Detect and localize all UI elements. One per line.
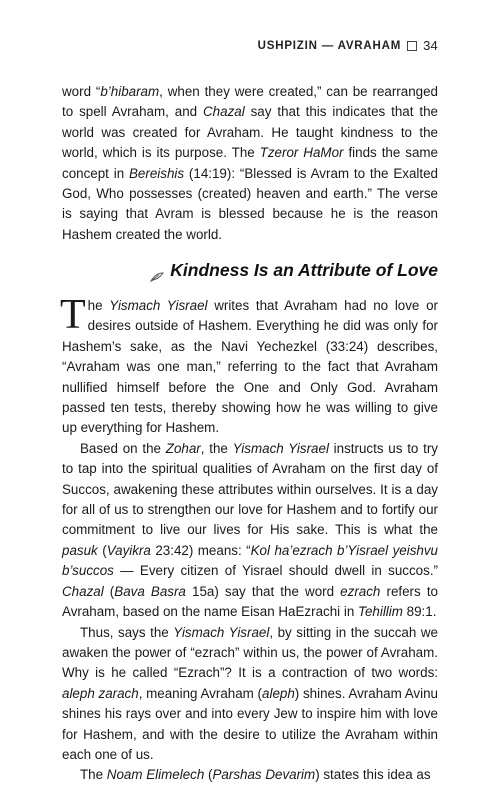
paragraph-4: [62, 623, 438, 766]
text-run: Yismach Yisrael: [109, 298, 208, 313]
text-run: 15a) say that the word: [185, 583, 341, 599]
text-run: pasuk: [62, 542, 98, 558]
text-run: Vayikra: [106, 542, 151, 558]
text-run: Parshas Devarim: [212, 767, 316, 783]
text-run: (14:19): “Blessed is Avram to the Exalted God, Who possesses (created) heaven and earth.” The verse is saying that Avram is blessed because he is the reason Hashem created the world.: [62, 165, 438, 242]
text-run: Yismach Yisrael: [232, 440, 329, 456]
text-run: 23:42) means: “: [150, 542, 251, 558]
paragraph-2: [60, 292, 438, 439]
text-run: Based on the: [80, 440, 166, 456]
box-icon: [407, 41, 417, 51]
text-run: , by sitting in the succah we awaken the power of “ezrach” within us, the power of Avraham. Why is he called “Ezrach”? It is a contraction of two words:: [62, 624, 438, 681]
text-run: writes that Avraham had no love or desires outside of Hashem. Everything he did was only for Hashem’s sake, as the Navi Yechezkel (33:24) describes, “Avraham was one man,” referring to the fact that Avraham nullified himself before the One and Only God. Avraham passed ten tests, thereby showing how he was willing to give up everything for Hashem.: [62, 298, 438, 436]
text-run: he: [87, 298, 110, 313]
text-run: (: [204, 767, 213, 783]
paragraph-3: [62, 439, 438, 623]
text-run: instructs us to try to tap into the spiritual qualities of Avraham on the first day of Succos, awakening these attributes within ourselves. It is a day for all of us to strengthen our love for Hashem and to fortify our commitment to live our lives for His sake. This is what the: [62, 440, 438, 538]
text-run: Bava Basra: [114, 583, 186, 599]
text-run: — Every citizen of Yisrael should dwell in succos.”: [113, 563, 438, 579]
text-run: Thus, says the: [80, 624, 174, 640]
text-run: (: [97, 542, 107, 558]
text-run: (: [103, 583, 115, 599]
text-run: aleph zarach: [62, 685, 139, 701]
text-run: Yismach Yisrael: [173, 624, 270, 640]
text-run: ezrach: [340, 583, 381, 599]
text-run: Tzeror HaMor: [259, 145, 344, 161]
section-title: Kindness Is an Attribute of Love: [170, 260, 438, 280]
text-run: Chazal: [203, 104, 245, 120]
text-run: Chazal: [62, 583, 104, 599]
paragraph-5: [62, 765, 438, 785]
text-run: refers to Avraham, based on the name Eisan HaEzrachi in: [62, 583, 438, 620]
text-run: Bereishis: [129, 165, 185, 181]
text-run: finds the same concept in: [62, 145, 438, 181]
text-run: aleph: [262, 685, 295, 701]
text-run: ) states this idea as: [315, 767, 431, 783]
text-run: Noam Elimelech: [106, 767, 205, 783]
section-heading: [150, 260, 438, 281]
page-number: 34: [423, 38, 438, 53]
drop-cap: T: [60, 292, 86, 338]
text-run: 89:1.: [402, 604, 437, 620]
running-head: [258, 38, 438, 53]
paragraph-1: [62, 82, 438, 245]
text-run: , the: [200, 440, 233, 456]
text-run: Zohar: [165, 440, 201, 456]
text-run: The: [80, 767, 107, 783]
text-run: b’hibaram: [100, 84, 160, 99]
text-run: ) shines. Avraham Avinu shines his rays over and into every Jew to inspire him with love for Hashem, and with the desire to utilize the Avraham within each one of us.: [62, 685, 438, 762]
text-run: word “: [62, 84, 101, 99]
text-run: Kol ha’ezrach b’Yisrael yeishvu b’succos: [62, 542, 438, 579]
quill-icon: [150, 266, 164, 276]
running-head-title: USHPIZIN — AVRAHAM: [257, 39, 402, 52]
opening-text: [62, 82, 438, 245]
section-body: [60, 292, 438, 786]
text-run: , when they were created,” can be rearranged to spell Avraham, and: [62, 84, 438, 120]
text-run: say that this indicates that the world was created for Avraham. He taught kindness to the world, which is its purpose. The: [62, 104, 438, 161]
text-run: Tehillim: [358, 604, 403, 620]
text-run: , meaning Avraham (: [138, 685, 263, 701]
